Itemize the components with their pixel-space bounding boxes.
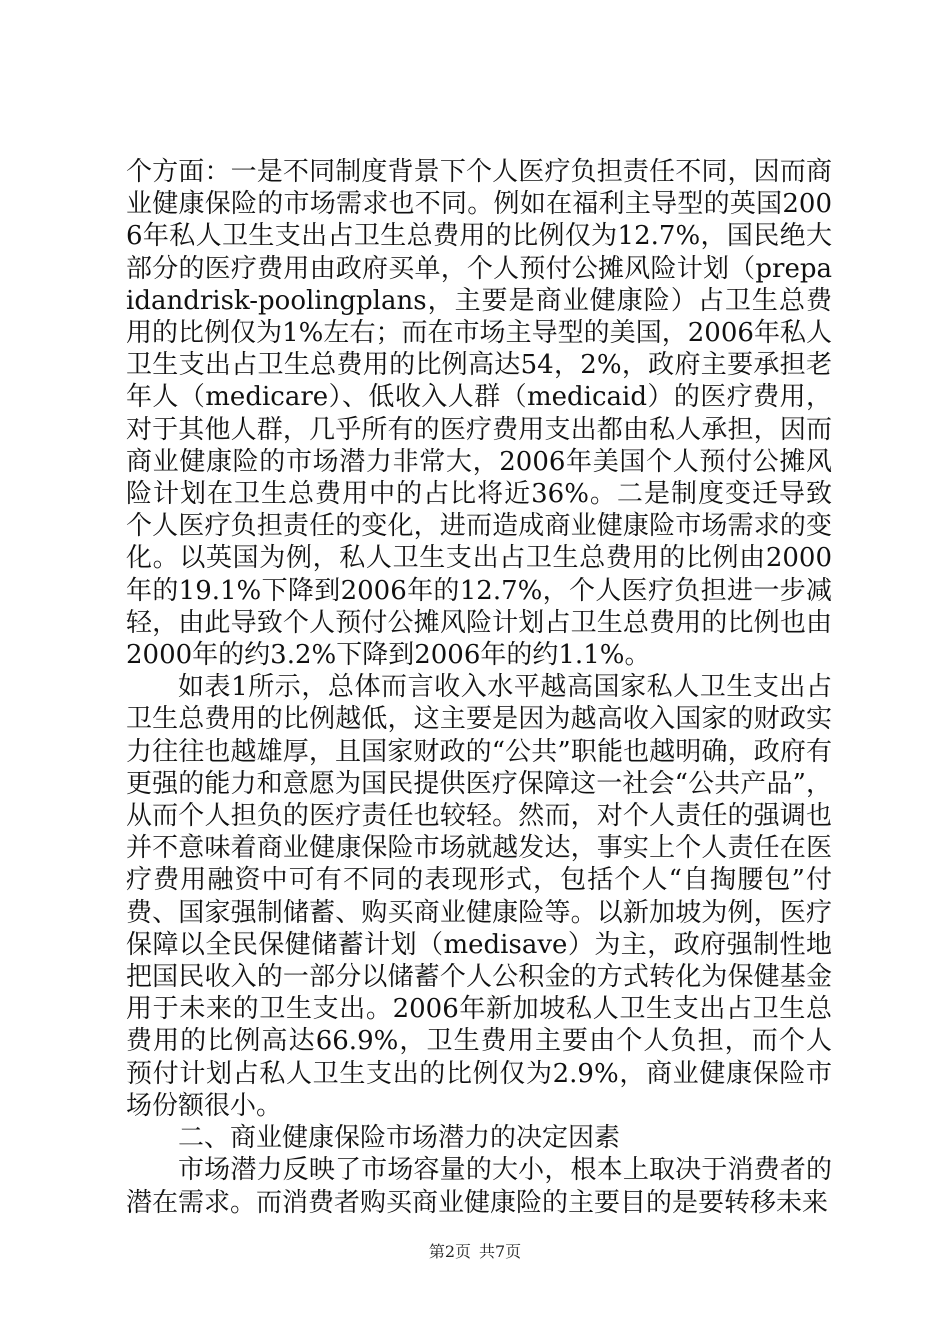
document-body [126, 156, 832, 1219]
paragraph-continued: 个方面：一是不同制度背景下个人医疗负担责任不同，因而商业健康保险的市场需求也不同。例如在福利主导型的英国2006年私人卫生支出占卫生总费用的比例仅为12.7%，国民绝大部分的医疗费用由政府买单，个人预付公摊风险计划（prepaidandrisk-poolingplans，主要是商业健康险）占卫生总费用的比例仅为1%左右；而在市场主导型的美国，2006年私人卫生支出占卫生总费用的比例高达54，2%，政府主要承担老年人（medicare）、低收入人群（medicaid）的医疗费用，对于其他人群，几乎所有的医疗费用支出都由私人承担，因而商业健康险的市场潜力非常大，2006年美国个人预付公摊风险计划在卫生总费用中的占比将近36%。二是制度变迁导致个人医疗负担责任的变化，进而造成商业健康险市场需求的变化。以英国为例，私人卫生支出占卫生总费用的比例由2000年的19.1%下降到2006年的12.7%，个人医疗负担进一步减轻，由此导致个人预付公摊风险计划占卫生总费用的比例也由2000年的约3.2%下降到2006年的约1.1%。 [126, 157, 832, 671]
page-total: 共7页 [479, 1242, 522, 1261]
section-heading: 二、商业健康保险市场潜力的决定因素 [178, 1123, 621, 1154]
paragraph-table-discussion: 如表1所示，总体而言收入水平越高国家私人卫生支出占卫生总费用的比例越低，这主要是因为越高收入国家的财政实力往往也越雄厚，且国家财政的“公共”职能也越明确，政府有更强的能力和意愿为国民提供医疗保障这一社会“公共产品”，从而个人担负的医疗责任也较轻。然而，对个人责任的强调也并不意味着商业健康保险市场就越发达，事实上个人责任在医疗费用融资中可有不同的表现形式，包括个人“自掏腰包”付费、国家强制储蓄、购买商业健康险等。以新加坡为例，医疗保障以全民保健储蓄计划（medisave）为主，政府强制性地把国民收入的一部分以储蓄个人公积金的方式转化为保健基金用于未来的卫生支出。2006年新加坡私人卫生支出占卫生总费用的比例高达66.9%，卫生费用主要由个人负担，而个人预付计划占私人卫生支出的比例仅为2.9%，商业健康保险市场份额很小。 [126, 672, 832, 1121]
paragraph-market-potential: 市场潜力反映了市场容量的大小，根本上取决于消费者的潜在需求。而消费者购买商业健康险的主要目的是要转移未来 [126, 1155, 832, 1218]
page-footer [0, 1242, 950, 1262]
page-number: 第2页 [428, 1242, 471, 1261]
